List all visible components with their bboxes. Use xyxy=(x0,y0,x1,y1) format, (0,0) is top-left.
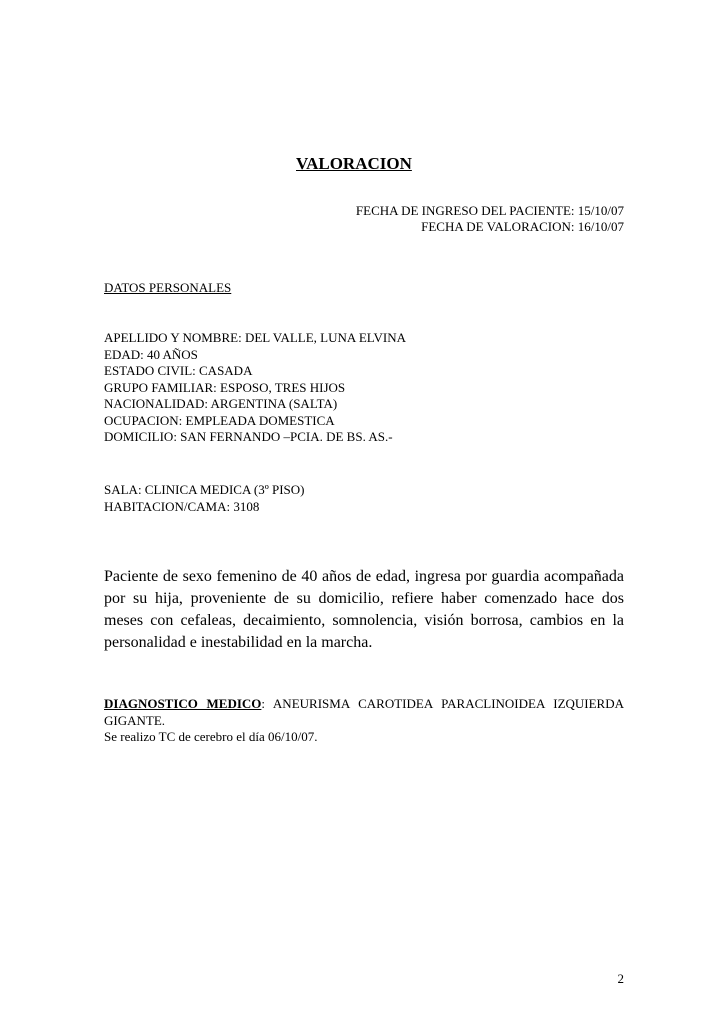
diagnosis-separator: : xyxy=(261,696,266,711)
dates-block xyxy=(356,203,624,235)
personal-data-list xyxy=(104,330,406,446)
patient-nationality: NACIONALIDAD: ARGENTINA (SALTA) xyxy=(104,396,338,411)
diagnosis-label: DIAGNOSTICO MEDICO xyxy=(104,696,262,711)
patient-family-group: GRUPO FAMILIAR: ESPOSO, TRES HIJOS xyxy=(104,379,346,395)
assessment-date: FECHA DE VALORACION: 16/10/07 xyxy=(421,219,624,234)
admission-date: FECHA DE INGRESO DEL PACIENTE: 15/10/07 xyxy=(355,203,624,218)
patient-occupation: OCUPACION: EMPLEADA DOMESTICA xyxy=(104,412,335,428)
document-title: VALORACION xyxy=(296,154,412,173)
patient-name: APELLIDO Y NOMBRE: DEL VALLE, LUNA ELVINA xyxy=(104,330,406,345)
ward-info xyxy=(104,482,304,515)
patient-address: DOMICILIO: SAN FERNANDO –PCIA. DE BS. AS.- xyxy=(104,429,393,444)
diagnosis-line xyxy=(104,696,624,729)
clinical-narrative: Paciente de sexo femenino de 40 años de edad, ingresa por guardia acompañada por su hija, proveniente de su domicilio, refiere haber comenzado hace dos meses con cefaleas, decaimiento, somnolencia, visión borrosa, cambios en la personalidad e inestabilidad en la marcha. xyxy=(104,568,624,651)
personal-data-heading: DATOS PERSONALES xyxy=(104,280,232,295)
diagnosis-text: ANEURISMA CAROTIDEA PARACLINOIDEA IZQUIERDA GIGANTE. xyxy=(104,696,624,728)
ward-name: SALA: CLINICA MEDICA (3º PISO) xyxy=(104,482,305,497)
room-bed: HABITACION/CAMA: 3108 xyxy=(104,498,260,514)
patient-civil-status: ESTADO CIVIL: CASADA xyxy=(104,363,253,378)
page-number: 2 xyxy=(617,971,624,986)
patient-age: EDAD: 40 AÑOS xyxy=(104,346,198,362)
diagnosis-block xyxy=(104,696,624,746)
ct-scan-note: Se realizo TC de cerebro el día 06/10/07. xyxy=(104,729,318,744)
